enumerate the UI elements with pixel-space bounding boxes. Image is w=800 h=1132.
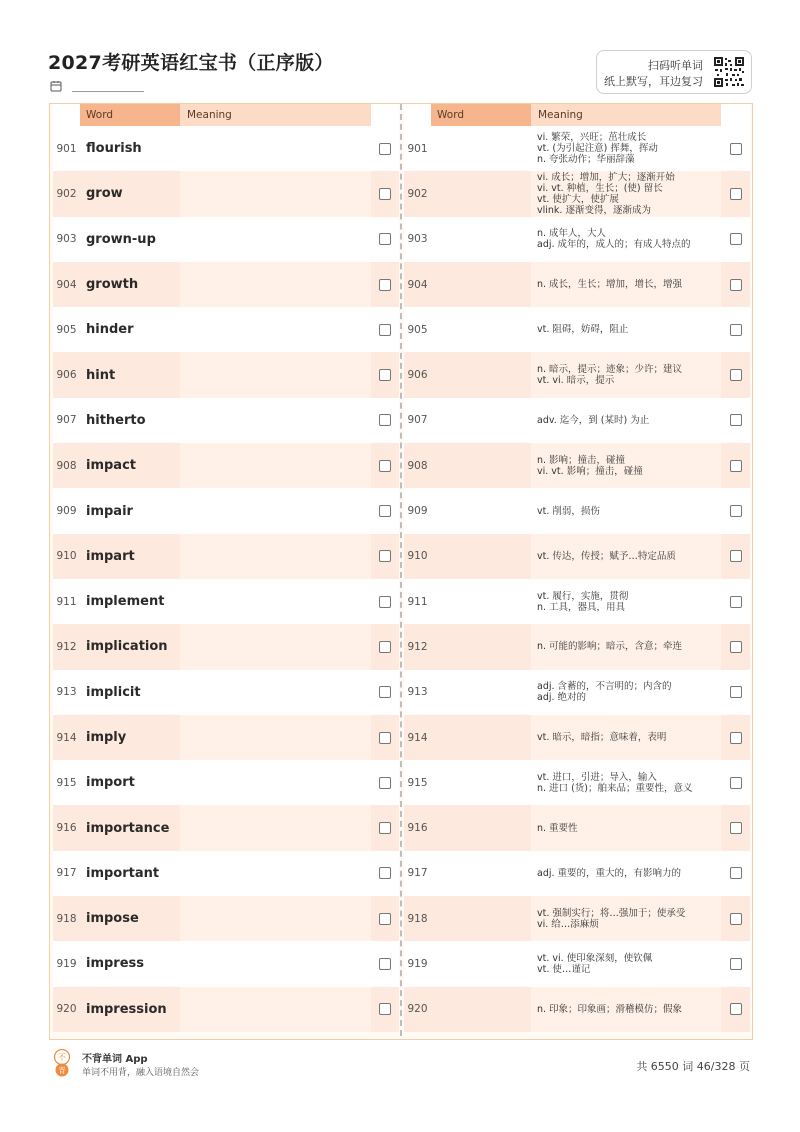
table-row xyxy=(53,534,399,579)
fold-divider xyxy=(400,104,402,1036)
review-checkbox[interactable] xyxy=(379,550,391,562)
entry-number: 913 xyxy=(407,686,428,699)
review-checkbox[interactable] xyxy=(730,550,742,562)
entry-word: imply xyxy=(86,730,127,745)
meaning-blank xyxy=(180,896,371,941)
review-checkbox[interactable] xyxy=(730,732,742,744)
entry-number: 901 xyxy=(56,142,77,155)
meaning-line: vt. 进口，引进；导入，输入 xyxy=(537,771,657,783)
entry-number: 908 xyxy=(407,459,428,472)
word-panel-right xyxy=(404,104,750,1032)
review-checkbox[interactable] xyxy=(730,233,742,245)
meaning-line: n. 重要性 xyxy=(537,822,578,834)
review-checkbox[interactable] xyxy=(730,867,742,879)
table-row xyxy=(404,126,750,171)
table-row xyxy=(404,851,750,896)
entry-number: 917 xyxy=(56,867,77,880)
review-checkbox[interactable] xyxy=(379,822,391,834)
entry-number: 903 xyxy=(56,233,77,246)
column-header-meaning: Meaning xyxy=(180,104,371,126)
entry-meaning xyxy=(531,443,721,488)
table-row xyxy=(404,987,750,1032)
meaning-blank xyxy=(180,715,371,760)
entry-word: importance xyxy=(86,820,170,836)
entry-number: 903 xyxy=(407,233,428,246)
entry-meaning xyxy=(531,896,721,941)
meaning-blank xyxy=(180,579,371,624)
meaning-blank xyxy=(180,624,371,669)
table-row xyxy=(53,987,399,1032)
meaning-line: vi. vt. 影响；撞击，碰撞 xyxy=(537,465,643,477)
review-checkbox[interactable] xyxy=(379,1003,391,1015)
meaning-blank xyxy=(180,987,371,1032)
meaning-line: vi. 给…添麻烦 xyxy=(537,918,599,930)
meaning-line: vt. vi. 使印象深刻，使钦佩 xyxy=(537,952,653,964)
meaning-blank xyxy=(180,126,371,171)
svg-text:不: 不 xyxy=(58,1053,66,1062)
review-checkbox[interactable] xyxy=(379,867,391,879)
meaning-line: n. 进口 (货)；舶来品；重要性，意义 xyxy=(537,782,693,794)
entry-number: 911 xyxy=(407,595,428,608)
meaning-blank xyxy=(180,851,371,896)
review-checkbox[interactable] xyxy=(379,143,391,155)
meaning-line: n. 成年人，大人 xyxy=(537,228,607,240)
date-blank[interactable] xyxy=(72,81,144,92)
table-header xyxy=(53,104,399,126)
entry-word: impose xyxy=(86,911,139,927)
entry-number: 909 xyxy=(56,505,77,518)
table-row xyxy=(404,307,750,352)
entry-number: 915 xyxy=(407,776,428,789)
entry-number: 910 xyxy=(407,550,428,563)
meaning-line: vt. 使扩大，使扩展 xyxy=(537,193,619,205)
table-row xyxy=(404,488,750,533)
meaning-line: vlink. 逐渐变得，逐渐成为 xyxy=(537,204,651,216)
review-checkbox[interactable] xyxy=(379,686,391,698)
entry-meaning xyxy=(531,262,721,307)
meaning-line: vi. vt. 种植，生长；(使) 留长 xyxy=(537,182,663,194)
entry-meaning xyxy=(531,624,721,669)
scan-line-2: 纸上默写，耳边复习 xyxy=(604,75,703,88)
entry-meaning xyxy=(531,171,721,216)
review-checkbox[interactable] xyxy=(379,414,391,426)
meaning-blank xyxy=(180,398,371,443)
meaning-line: vt. 履行，实施，贯彻 xyxy=(537,590,629,602)
meaning-line: n. 暗示，提示；迹象；少许；建议 xyxy=(537,364,683,376)
meaning-line: n. 可能的影响；暗示，含意；牵连 xyxy=(537,641,683,653)
meaning-line: vi. 繁荣，兴旺；茁壮成长 xyxy=(537,132,647,144)
table-row xyxy=(404,805,750,850)
meaning-line: n. 成长，生长；增加，增长，增强 xyxy=(537,279,683,291)
entry-number: 916 xyxy=(407,822,428,835)
table-row xyxy=(53,262,399,307)
entry-meaning xyxy=(531,941,721,986)
entry-word: important xyxy=(86,865,160,881)
entry-word: impart xyxy=(86,548,135,564)
meaning-line: vi. 成长；增加，扩大；逐渐开始 xyxy=(537,171,675,183)
calendar-icon xyxy=(50,80,62,92)
entry-meaning xyxy=(531,760,721,805)
scan-line-1: 扫码听单词 xyxy=(648,59,703,72)
meaning-blank xyxy=(180,488,371,533)
meaning-blank xyxy=(180,217,371,262)
meaning-blank xyxy=(180,262,371,307)
review-checkbox[interactable] xyxy=(730,958,742,970)
review-checkbox[interactable] xyxy=(379,460,391,472)
review-checkbox[interactable] xyxy=(379,732,391,744)
table-row xyxy=(53,579,399,624)
meaning-blank xyxy=(180,670,371,715)
entry-number: 915 xyxy=(56,776,77,789)
meaning-line: n. 工具，器具，用具 xyxy=(537,601,626,613)
review-checkbox[interactable] xyxy=(379,188,391,200)
table-row xyxy=(53,624,399,669)
entry-number: 920 xyxy=(407,1003,428,1016)
entry-number: 910 xyxy=(56,550,77,563)
entry-number: 907 xyxy=(407,414,428,427)
review-checkbox[interactable] xyxy=(379,505,391,517)
app-slogan: 单词不用背，融入语境自然会 xyxy=(82,1068,200,1078)
meaning-line: adj. 成年的，成人的；有成人特点的 xyxy=(537,239,691,251)
meaning-blank xyxy=(180,760,371,805)
review-checkbox[interactable] xyxy=(379,958,391,970)
table-row xyxy=(404,443,750,488)
entry-number: 906 xyxy=(56,369,77,382)
entry-number: 919 xyxy=(56,957,77,970)
entry-word: impress xyxy=(86,956,145,972)
entry-number: 907 xyxy=(56,414,77,427)
entry-meaning xyxy=(531,307,721,352)
entry-word: flourish xyxy=(86,141,142,157)
entry-word: grown-up xyxy=(86,231,156,247)
entry-number: 914 xyxy=(56,731,77,744)
entry-number: 913 xyxy=(56,686,77,699)
entry-number: 919 xyxy=(407,957,428,970)
entry-meaning xyxy=(531,488,721,533)
review-checkbox[interactable] xyxy=(730,279,742,291)
meaning-line: adj. 重要的，重大的，有影响力的 xyxy=(537,867,682,879)
table-row xyxy=(53,217,399,262)
table-row xyxy=(53,805,399,850)
entry-number: 918 xyxy=(56,912,77,925)
meaning-line: n. 影响；撞击，碰撞 xyxy=(537,454,626,466)
entry-meaning xyxy=(531,987,721,1032)
review-checkbox[interactable] xyxy=(379,324,391,336)
table-row xyxy=(53,443,399,488)
table-row xyxy=(404,534,750,579)
review-checkbox[interactable] xyxy=(730,822,742,834)
meaning-line: adv. 迄今，到 (某时) 为止 xyxy=(537,414,650,426)
review-checkbox[interactable] xyxy=(730,460,742,472)
entry-number: 908 xyxy=(56,459,77,472)
table-row xyxy=(404,624,750,669)
entry-word: impression xyxy=(86,1001,167,1017)
entry-word: hint xyxy=(86,367,116,383)
review-checkbox[interactable] xyxy=(379,596,391,608)
entry-word: hinder xyxy=(86,322,134,338)
entry-number: 902 xyxy=(407,187,428,200)
entry-meaning xyxy=(531,126,721,171)
meaning-line: vt. 阻碍，妨碍，阻止 xyxy=(537,324,629,336)
entry-meaning xyxy=(531,352,721,397)
meaning-line: vt. 强制实行；将…强加于；使承受 xyxy=(537,907,686,919)
entry-number: 902 xyxy=(56,187,77,200)
app-logo-icon xyxy=(52,1049,72,1077)
table-row xyxy=(53,896,399,941)
meaning-line: adj. 绝对的 xyxy=(537,692,587,704)
review-checkbox[interactable] xyxy=(379,913,391,925)
meaning-blank xyxy=(180,307,371,352)
table-row xyxy=(53,851,399,896)
meaning-blank xyxy=(180,443,371,488)
column-header-word: Word xyxy=(431,104,531,126)
table-row xyxy=(53,760,399,805)
entry-number: 914 xyxy=(407,731,428,744)
meaning-line: vt. (为引起注意) 挥舞，挥动 xyxy=(537,143,658,155)
review-checkbox[interactable] xyxy=(730,913,742,925)
table-row xyxy=(53,126,399,171)
table-row xyxy=(404,217,750,262)
entry-meaning xyxy=(531,670,721,715)
review-checkbox[interactable] xyxy=(730,369,742,381)
review-checkbox[interactable] xyxy=(379,777,391,789)
review-checkbox[interactable] xyxy=(379,233,391,245)
page-info: 共 6550 词 46/328 页 xyxy=(636,1060,750,1073)
app-name: 不背单词 App xyxy=(82,1054,148,1065)
table-row xyxy=(53,171,399,216)
table-row xyxy=(53,352,399,397)
review-checkbox[interactable] xyxy=(379,641,391,653)
meaning-blank xyxy=(180,534,371,579)
meaning-line: vt. 暗示，暗指；意味着，表明 xyxy=(537,732,667,743)
entry-number: 906 xyxy=(407,369,428,382)
meaning-line: vt. 削弱，损伤 xyxy=(537,505,600,517)
entry-number: 905 xyxy=(407,323,428,336)
table-row xyxy=(404,171,750,216)
table-row xyxy=(53,398,399,443)
review-checkbox[interactable] xyxy=(730,505,742,517)
entry-word: import xyxy=(86,775,135,791)
review-checkbox[interactable] xyxy=(730,414,742,426)
entry-number: 916 xyxy=(56,822,77,835)
entry-word: implement xyxy=(86,594,165,610)
table-row xyxy=(53,715,399,760)
review-checkbox[interactable] xyxy=(730,641,742,653)
meaning-line: adj. 含蓄的，不言明的；内含的 xyxy=(537,681,672,693)
entry-number: 904 xyxy=(407,278,428,291)
meaning-blank xyxy=(180,352,371,397)
page-title: 2027考研英语红宝书（正序版） xyxy=(48,52,334,74)
table-row xyxy=(53,488,399,533)
table-row xyxy=(404,670,750,715)
table-row xyxy=(404,579,750,624)
table-row xyxy=(53,941,399,986)
entry-meaning xyxy=(531,217,721,262)
qr-code-icon[interactable] xyxy=(713,56,745,88)
table-row xyxy=(404,715,750,760)
entry-number: 905 xyxy=(56,323,77,336)
meaning-line: n. 夸张动作；华丽辞藻 xyxy=(537,154,635,166)
review-checkbox[interactable] xyxy=(730,1003,742,1015)
table-row xyxy=(404,262,750,307)
review-checkbox[interactable] xyxy=(379,369,391,381)
entry-number: 917 xyxy=(407,867,428,880)
word-panel-left xyxy=(53,104,399,1032)
review-checkbox[interactable] xyxy=(730,324,742,336)
table-row xyxy=(404,398,750,443)
table-row xyxy=(404,760,750,805)
table-row xyxy=(404,352,750,397)
entry-word: growth xyxy=(86,277,139,293)
meaning-blank xyxy=(180,941,371,986)
table-row xyxy=(53,307,399,352)
table-row xyxy=(53,670,399,715)
entry-word: grow xyxy=(86,186,123,202)
review-checkbox[interactable] xyxy=(730,596,742,608)
meaning-line: vt. 传达，传授；赋予…特定品质 xyxy=(537,550,676,562)
meaning-line: vt. 使…谨记 xyxy=(537,963,591,975)
entry-meaning xyxy=(531,715,721,760)
entry-number: 912 xyxy=(56,640,77,653)
scan-listen-box[interactable] xyxy=(596,50,752,94)
table-row xyxy=(404,896,750,941)
svg-text:背: 背 xyxy=(58,1066,66,1075)
date-row xyxy=(50,80,144,92)
review-checkbox[interactable] xyxy=(379,279,391,291)
column-header-word: Word xyxy=(80,104,180,126)
entry-meaning xyxy=(531,534,721,579)
table-row xyxy=(404,941,750,986)
entry-word: impair xyxy=(86,503,133,519)
entry-meaning xyxy=(531,579,721,624)
entry-meaning xyxy=(531,851,721,896)
entry-number: 901 xyxy=(407,142,428,155)
meaning-blank xyxy=(180,805,371,850)
entry-word: implicit xyxy=(86,684,141,700)
entry-number: 918 xyxy=(407,912,428,925)
review-checkbox[interactable] xyxy=(730,777,742,789)
entry-word: implication xyxy=(86,639,168,655)
meaning-blank xyxy=(180,171,371,216)
meaning-line: n. 印象；印象画；滑稽模仿；假象 xyxy=(537,1003,683,1015)
entry-meaning xyxy=(531,805,721,850)
entry-word: hitherto xyxy=(86,412,146,428)
entry-number: 920 xyxy=(56,1003,77,1016)
review-checkbox[interactable] xyxy=(730,143,742,155)
entry-number: 904 xyxy=(56,278,77,291)
review-checkbox[interactable] xyxy=(730,686,742,698)
entry-number: 912 xyxy=(407,640,428,653)
entry-meaning xyxy=(531,398,721,443)
entry-number: 909 xyxy=(407,505,428,518)
meaning-line: vt. vi. 暗示，提示 xyxy=(537,375,615,387)
entry-word: impact xyxy=(86,458,137,474)
table-header xyxy=(404,104,750,126)
column-header-meaning: Meaning xyxy=(531,104,721,126)
entry-number: 911 xyxy=(56,595,77,608)
review-checkbox[interactable] xyxy=(730,188,742,200)
